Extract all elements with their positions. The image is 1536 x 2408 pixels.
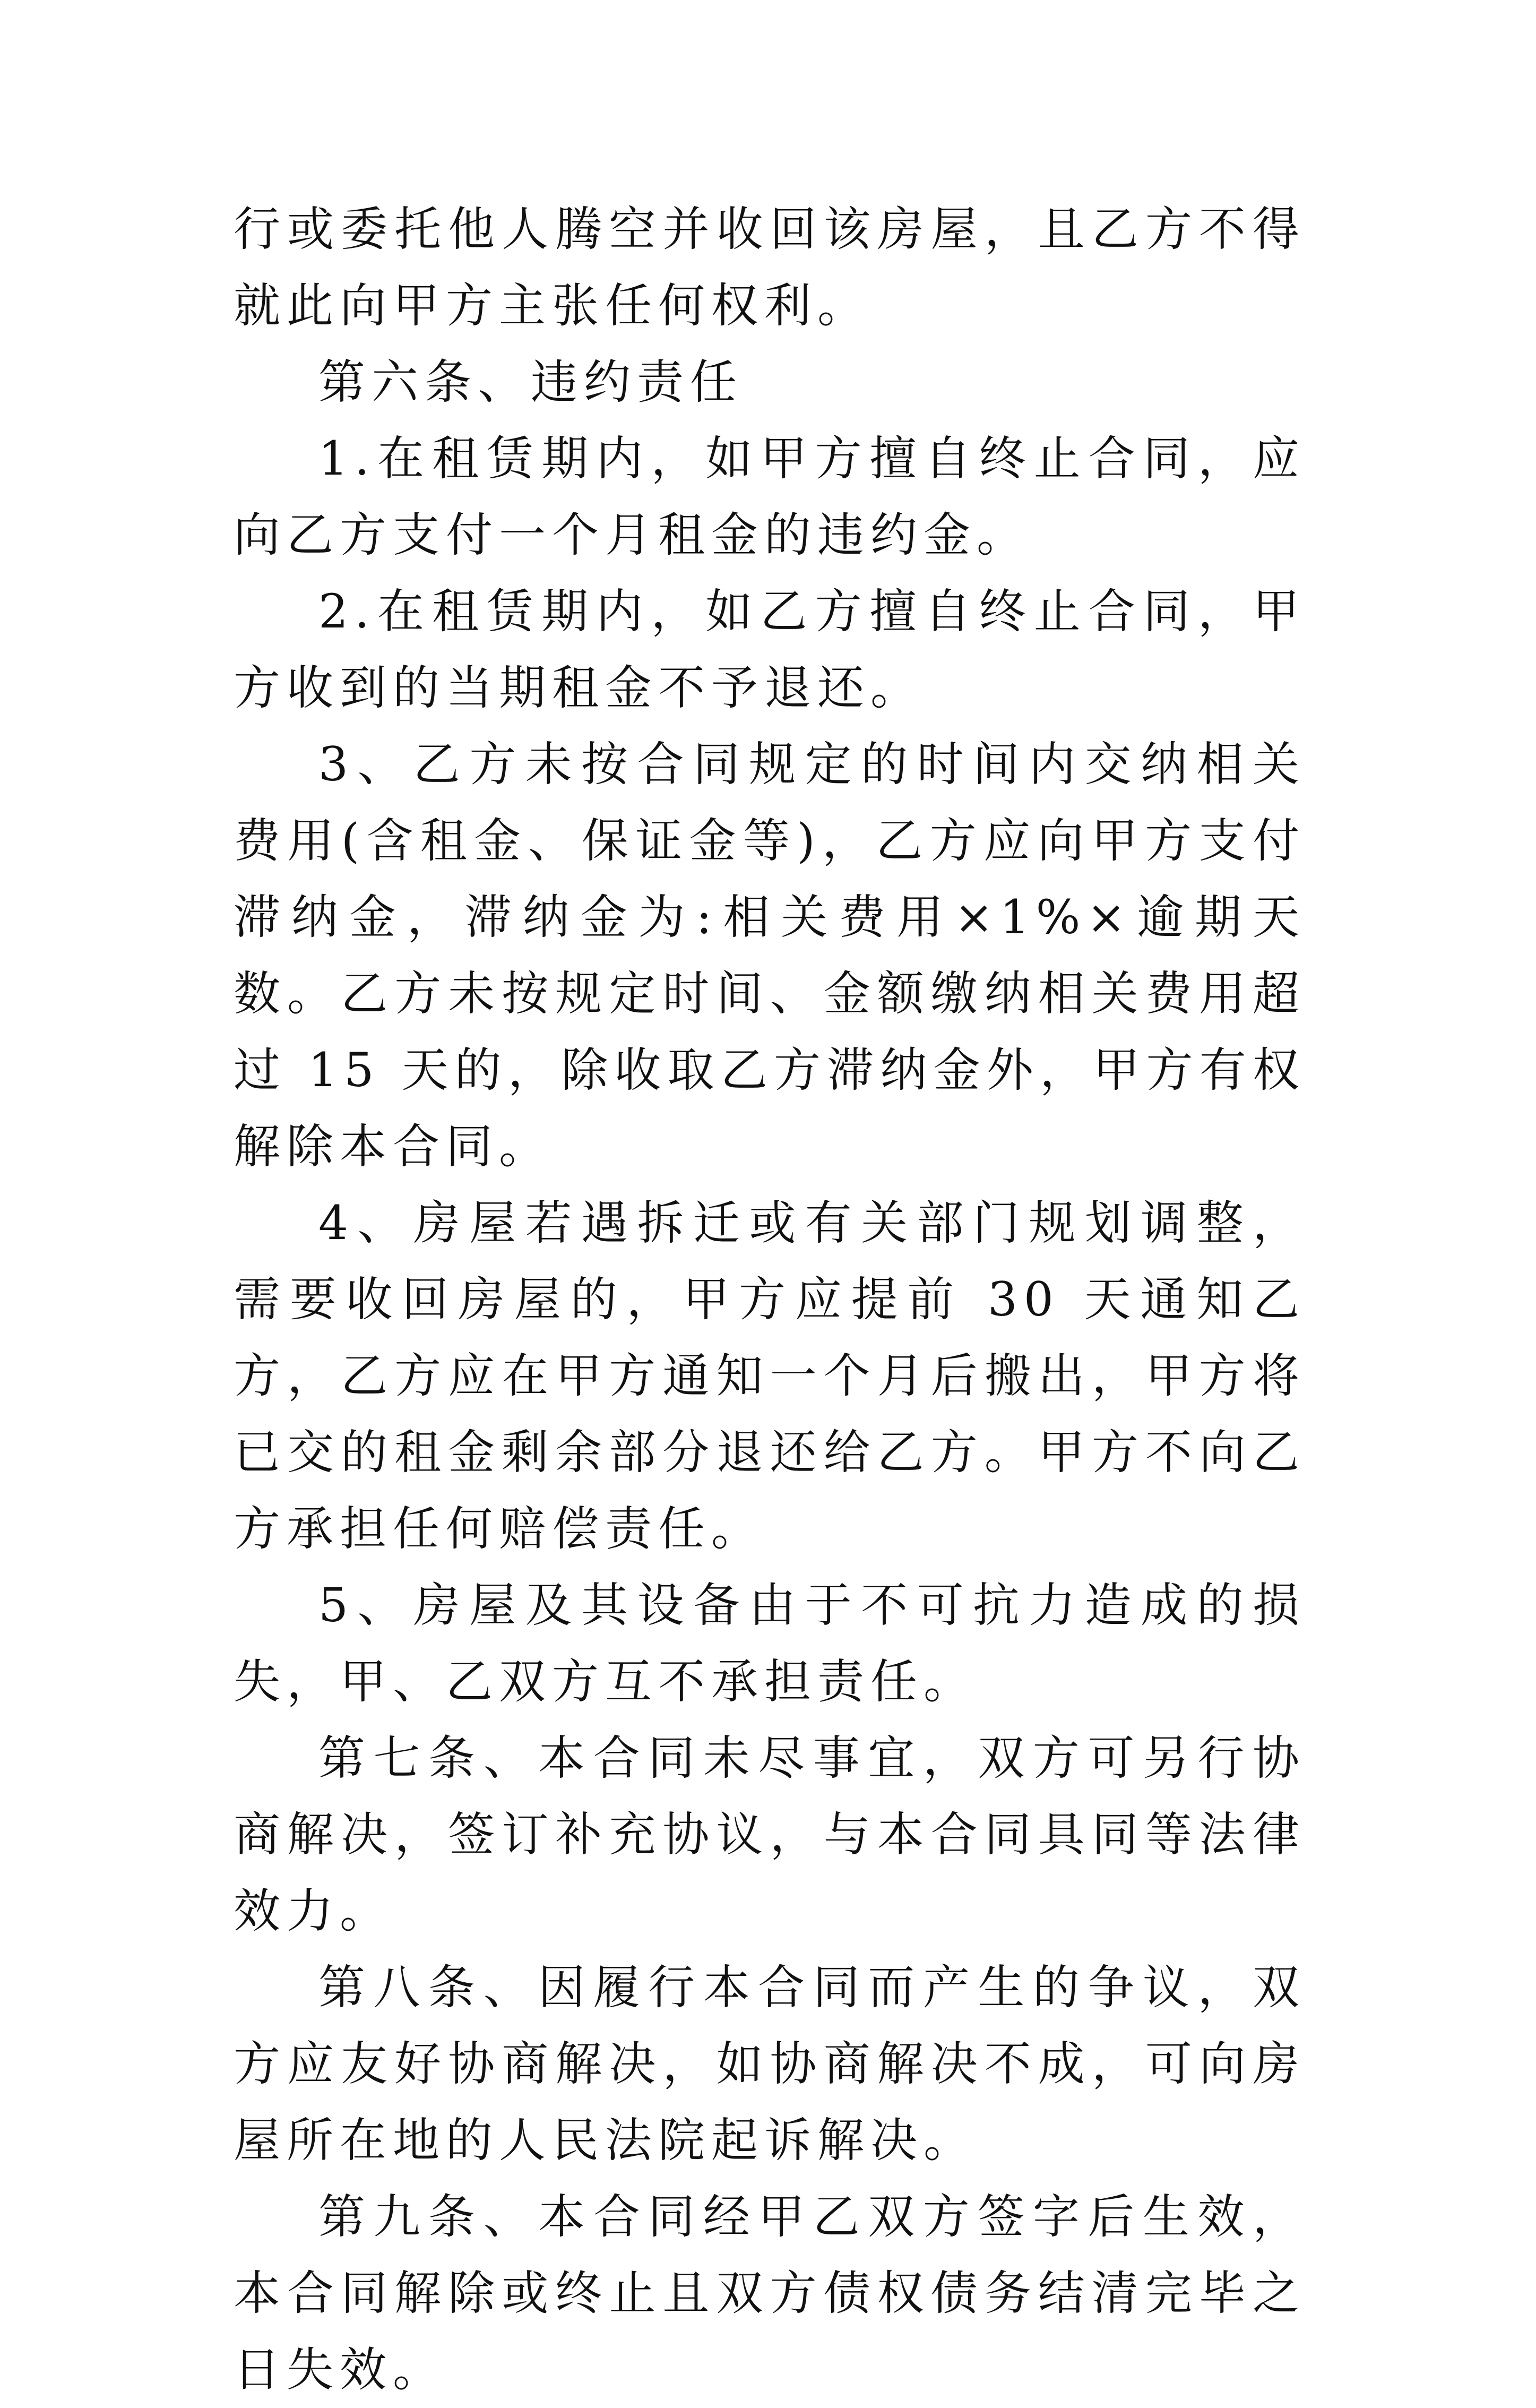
clause-6-4: 4、房屋若遇拆迁或有关部门规划调整，需要收回房屋的，甲方应提前 30 天通知乙方，乙方应在甲方通知一个月后搬出，甲方将已交的租金剩余部分退还给乙方。甲方不向乙方承担任何赔偿责任。 — [234, 1196, 1306, 1556]
paragraph-continuation: 行或委托他人腾空并收回该房屋，且乙方不得就此向甲方主张任何权利。 — [234, 202, 1306, 333]
contract-body — [234, 191, 1306, 2408]
clause-6-3: 3、乙方未按合同规定的时间内交纳相关费用(含租金、保证金等)，乙方应向甲方支付滞纳金，滞纳金为:相关费用×1%×逾期天数。乙方未按规定时间、金额缴纳相关费用超过 15 天的，除收取乙方滞纳金外，甲方有权解除本合同。 — [234, 737, 1306, 1174]
article-eight: 第八条、因履行本合同而产生的争议，双方应友好协商解决，如协商解决不成，可向房屋所在地的人民法院起诉解决。 — [234, 1960, 1306, 2168]
clause-6-1: 1.在租赁期内，如甲方擅自终止合同，应向乙方支付一个月租金的违约金。 — [234, 431, 1306, 562]
article-nine: 第九条、本合同经甲乙双方签字后生效，本合同解除或终止且双方债权债务结清完毕之日失效。 — [234, 2189, 1306, 2397]
clause-6-2: 2.在租赁期内，如乙方擅自终止合同，甲方收到的当期租金不予退还。 — [234, 584, 1306, 715]
article-seven: 第七条、本合同未尽事宜，双方可另行协商解决，签订补充协议，与本合同具同等法律效力。 — [234, 1731, 1306, 1938]
clause-6-5: 5、房屋及其设备由于不可抗力造成的损失，甲、乙双方互不承担责任。 — [234, 1578, 1306, 1709]
article-six-heading: 第六条、违约责任 — [318, 355, 744, 409]
